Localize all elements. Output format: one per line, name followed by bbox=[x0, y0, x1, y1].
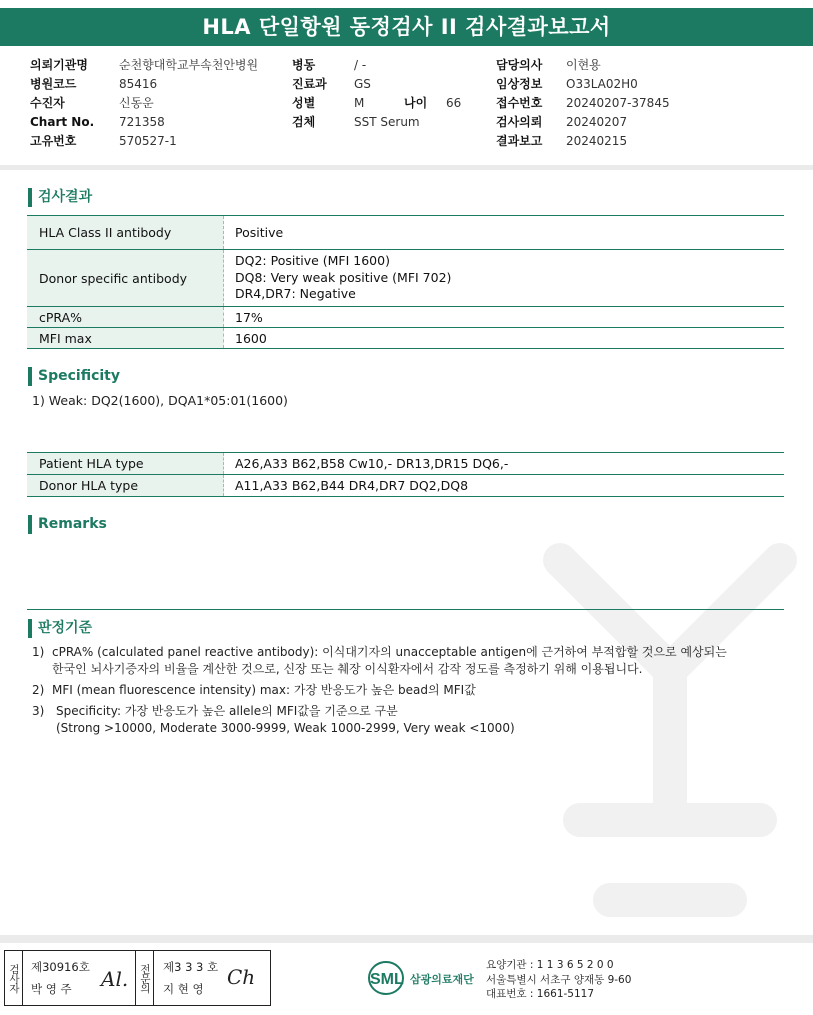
info-row bbox=[496, 113, 670, 132]
donor-hla-value: A11,A33 B62,B44 DR4,DR7 DQ2,DQ8 bbox=[224, 475, 785, 497]
footer-separator bbox=[0, 935, 813, 943]
info-row bbox=[30, 94, 258, 113]
sign2-vertical-label: 전문의 bbox=[135, 951, 154, 1005]
criteria-line: cPRA% (calculated panel reactive antibody): 이식대기자의 unacceptable antigen에 근거하여 부적합할 것으로 예상되는 bbox=[52, 645, 727, 659]
section-title-criteria: 판정기준 bbox=[28, 619, 92, 638]
mfi-label: MFI max bbox=[27, 328, 224, 349]
table-row bbox=[27, 216, 784, 250]
info-label: 의뢰기관명 bbox=[30, 58, 88, 72]
info-value: 20240207-37845 bbox=[566, 96, 670, 110]
info-label: 진료과 bbox=[292, 77, 327, 91]
mfi-value: 1600 bbox=[224, 328, 785, 349]
criteria-line: Specificity: 가장 반응도가 높은 allele의 MFI값을 기준으로 구분 bbox=[56, 704, 398, 718]
dsa-line: DR4,DR7: Negative bbox=[235, 286, 356, 302]
info-value: O33LA02H0 bbox=[566, 77, 638, 91]
info-row bbox=[292, 113, 461, 132]
criteria-item bbox=[32, 644, 772, 678]
info-value: SST Serum bbox=[354, 115, 420, 129]
dsa-label: Donor specific antibody bbox=[27, 250, 224, 307]
info-row bbox=[496, 132, 670, 151]
contact-line: 대표번호 : 1661-5117 bbox=[486, 988, 595, 1000]
logo-text: SML bbox=[370, 971, 404, 988]
patient-hla-label: Patient HLA type bbox=[27, 453, 224, 475]
patient-hla-value: A26,A33 B62,B58 Cw10,- DR13,DR15 DQ6,- bbox=[224, 453, 785, 475]
info-row bbox=[30, 113, 258, 132]
info-value: M bbox=[354, 96, 365, 110]
info-label: Chart No. bbox=[30, 115, 95, 129]
sign2-signature: Ch bbox=[227, 965, 256, 989]
info-label: 검체 bbox=[292, 115, 316, 129]
criteria-line: (Strong >10000, Moderate 3000-9999, Weak 1000-2999, Very weak <1000) bbox=[56, 721, 515, 735]
info-value: 순천향대학교부속천안병원 bbox=[119, 58, 259, 72]
sign1-signature: Al. bbox=[101, 967, 129, 991]
info-label: 접수번호 bbox=[496, 96, 543, 110]
criteria-item bbox=[32, 703, 772, 737]
sign1-name: 박 영 주 bbox=[31, 982, 72, 996]
criteria-number: 3) bbox=[32, 704, 45, 718]
info-row bbox=[30, 56, 258, 75]
info-label: 검사의뢰 bbox=[496, 115, 543, 129]
info-value: 20240215 bbox=[566, 134, 628, 148]
info-label: 결과보고 bbox=[496, 134, 543, 148]
hla-type-table bbox=[27, 452, 784, 497]
criteria-line: 한국인 뇌사기증자의 비율을 계산한 것으로, 신장 또는 췌장 이식환자에서 감작 정도를 측정하기 위해 이용됩니다. bbox=[52, 662, 643, 676]
contact-line: 요양기관 : 1 1 3 6 5 2 0 0 bbox=[486, 959, 614, 971]
criteria-line: MFI (mean fluorescence intensity) max: 가장 반응도가 높은 bead의 MFI값 bbox=[52, 683, 476, 697]
cpra-value: 17% bbox=[224, 307, 785, 328]
info-label: 임상정보 bbox=[496, 77, 543, 91]
info-row bbox=[30, 132, 258, 151]
info-label: 병원코드 bbox=[30, 77, 77, 91]
info-label: 수진자 bbox=[30, 96, 65, 110]
criteria-item bbox=[32, 682, 772, 699]
class2-label: HLA Class II antibody bbox=[27, 216, 224, 250]
info-label: 병동 bbox=[292, 58, 316, 72]
info-label: 고유번호 bbox=[30, 134, 77, 148]
sign1-vertical-label: 검사자 bbox=[5, 951, 23, 1005]
info-label: 나이 bbox=[404, 96, 428, 110]
info-row bbox=[292, 56, 461, 75]
results-table bbox=[27, 215, 784, 349]
info-column-1 bbox=[30, 56, 258, 151]
info-value: / - bbox=[354, 58, 367, 72]
table-row bbox=[27, 328, 784, 349]
contact-line: 서울특별시 서초구 양재동 9-60 bbox=[486, 973, 632, 986]
dsa-line: DQ2: Positive (MFI 1600) bbox=[235, 253, 390, 269]
info-label: 담당의사 bbox=[496, 58, 543, 72]
donor-hla-label: Donor HLA type bbox=[27, 475, 224, 497]
signature-box bbox=[4, 950, 271, 1006]
header-separator bbox=[0, 165, 813, 170]
contact-info bbox=[486, 958, 631, 1002]
info-value: 66 bbox=[446, 96, 462, 110]
info-value: 570527-1 bbox=[119, 134, 177, 148]
info-column-2 bbox=[292, 56, 461, 132]
dsa-line: DQ8: Very weak positive (MFI 702) bbox=[235, 269, 452, 285]
info-row bbox=[30, 75, 258, 94]
section-title-remarks: Remarks bbox=[28, 515, 107, 534]
info-row bbox=[292, 94, 461, 113]
sign2-license-number: 제3 3 3 호 bbox=[163, 960, 219, 974]
info-row bbox=[496, 56, 670, 75]
info-row bbox=[496, 94, 670, 113]
table-row bbox=[27, 453, 784, 475]
info-row bbox=[496, 75, 670, 94]
info-row bbox=[292, 75, 461, 94]
info-value: 신동운 bbox=[119, 96, 154, 110]
class2-value: Positive bbox=[224, 216, 785, 250]
criteria-list bbox=[32, 644, 772, 741]
table-row bbox=[27, 250, 784, 307]
remarks-divider bbox=[27, 609, 784, 610]
section-title-specificity: Specificity bbox=[28, 367, 120, 386]
info-label: 성별 bbox=[292, 96, 316, 110]
sml-logo bbox=[368, 958, 480, 998]
cpra-label: cPRA% bbox=[27, 307, 224, 328]
info-value: 721358 bbox=[119, 115, 165, 129]
specificity-text: 1) Weak: DQ2(1600), DQA1*05:01(1600) bbox=[32, 393, 288, 408]
table-row bbox=[27, 475, 784, 497]
section-title-results: 검사결과 bbox=[28, 188, 92, 207]
sign1-license-number: 제30916호 bbox=[31, 960, 90, 974]
logo-org: 삼광의료재단 bbox=[410, 973, 474, 986]
report-title: HLA 단일항원 동정검사 II 검사결과보고서 bbox=[0, 8, 813, 46]
info-value: 20240207 bbox=[566, 115, 628, 129]
info-value: 85416 bbox=[119, 77, 158, 91]
info-column-3 bbox=[496, 56, 670, 151]
table-row bbox=[27, 307, 784, 328]
criteria-number: 2) bbox=[32, 683, 45, 697]
info-value: GS bbox=[354, 77, 371, 91]
criteria-number: 1) bbox=[32, 645, 45, 659]
dsa-value bbox=[224, 250, 785, 307]
sign2-name: 지 현 영 bbox=[163, 982, 204, 996]
info-value: 이현용 bbox=[566, 58, 601, 72]
